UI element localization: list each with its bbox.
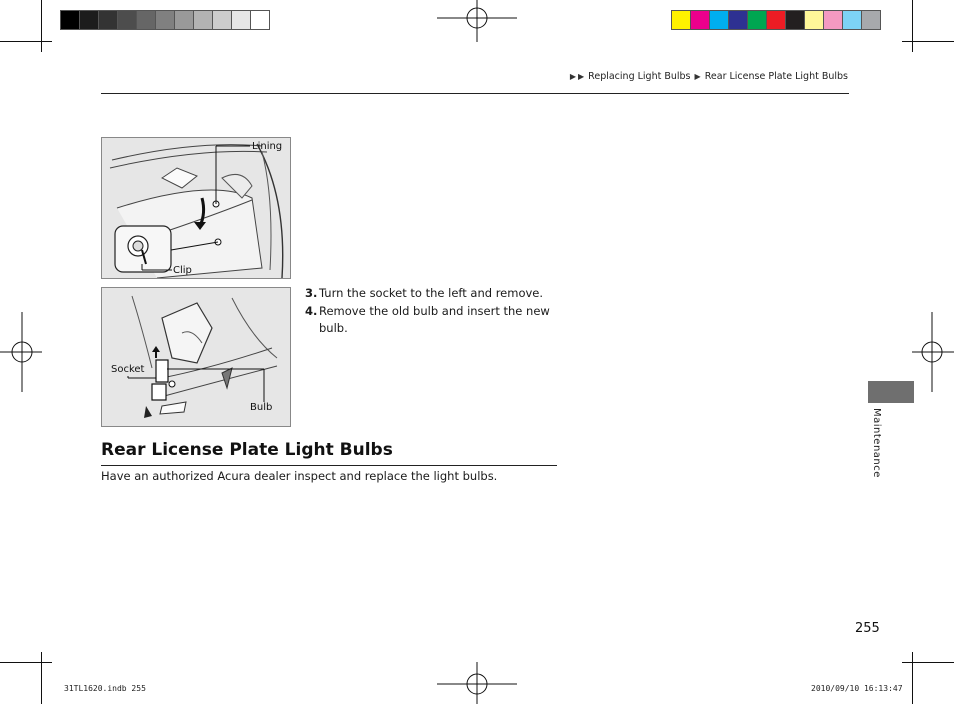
- step-item: [305, 303, 555, 338]
- breadcrumb-item-replacing-light-bulbs[interactable]: Replacing Light Bulbs: [588, 71, 691, 82]
- triangle-right-icon: ▶: [569, 72, 576, 81]
- registration-mark-top: [437, 0, 517, 42]
- callout-lining: Lining: [252, 141, 283, 152]
- color-swatch: [231, 10, 251, 30]
- color-swatch: [785, 10, 805, 30]
- registration-mark-left: [0, 312, 42, 392]
- color-swatch: [804, 10, 824, 30]
- trunk-lining-illustration: [101, 137, 291, 279]
- header-rule: [101, 93, 849, 94]
- callout-socket: Socket: [111, 364, 145, 375]
- crop-mark: [0, 41, 52, 42]
- color-swatch: [690, 10, 710, 30]
- color-swatch: [60, 10, 80, 30]
- section-body-text: Have an authorized Acura dealer inspect and replace the light bulbs.: [101, 469, 498, 483]
- crop-mark: [41, 0, 42, 52]
- section-title: Rear License Plate Light Bulbs: [101, 440, 393, 460]
- color-swatch: [766, 10, 786, 30]
- print-slug-timestamp: 2010/09/10 16:13:47: [811, 684, 903, 693]
- section-rule: [101, 465, 557, 466]
- instruction-steps: [305, 285, 555, 338]
- side-tab-text: Maintenance: [871, 408, 882, 478]
- color-swatch: [842, 10, 862, 30]
- socket-bulb-illustration: [101, 287, 291, 427]
- step-text: Turn the socket to the left and remove.: [319, 286, 544, 300]
- triangle-right-icon: ▶: [694, 72, 701, 81]
- color-swatch: [728, 10, 748, 30]
- callout-clip: Clip: [173, 265, 192, 276]
- callout-bulb: Bulb: [250, 402, 273, 413]
- step-text: Remove the old bulb and insert the new bulb.: [319, 303, 550, 335]
- breadcrumb-item-rear-license-plate[interactable]: Rear License Plate Light Bulbs: [704, 71, 848, 82]
- page-number: 255: [855, 621, 880, 636]
- color-swatch: [193, 10, 213, 30]
- print-slug-file: 31TL1620.indb 255: [64, 684, 146, 693]
- color-swatch: [98, 10, 118, 30]
- color-swatch: [136, 10, 156, 30]
- side-tab-label[interactable]: [868, 408, 888, 488]
- color-swatch: [747, 10, 767, 30]
- color-swatch: [861, 10, 881, 30]
- triangle-right-icon: ▶: [577, 72, 585, 81]
- color-swatch: [709, 10, 729, 30]
- crop-mark: [902, 41, 954, 42]
- crop-mark: [41, 652, 42, 704]
- crop-mark: [0, 662, 52, 663]
- step-number: 4.: [305, 303, 318, 318]
- breadcrumb: [569, 71, 848, 82]
- color-swatch: [212, 10, 232, 30]
- color-swatch: [671, 10, 691, 30]
- trunk-lining-drawing: [102, 138, 291, 279]
- color-swatch: [250, 10, 270, 30]
- color-swatch: [823, 10, 843, 30]
- crop-mark: [902, 662, 954, 663]
- color-swatch: [155, 10, 175, 30]
- color-swatch: [174, 10, 194, 30]
- registration-mark-bottom: [437, 662, 517, 704]
- gray-calibration-bar: [61, 10, 270, 30]
- registration-mark-right: [912, 312, 954, 392]
- step-number: 3.: [305, 286, 318, 300]
- color-swatch: [79, 10, 99, 30]
- color-calibration-bar: [672, 10, 881, 30]
- color-swatch: [117, 10, 137, 30]
- crop-mark: [912, 0, 913, 52]
- step-item: [305, 285, 555, 303]
- crop-mark: [912, 652, 913, 704]
- maintenance-tab-marker[interactable]: [868, 381, 914, 403]
